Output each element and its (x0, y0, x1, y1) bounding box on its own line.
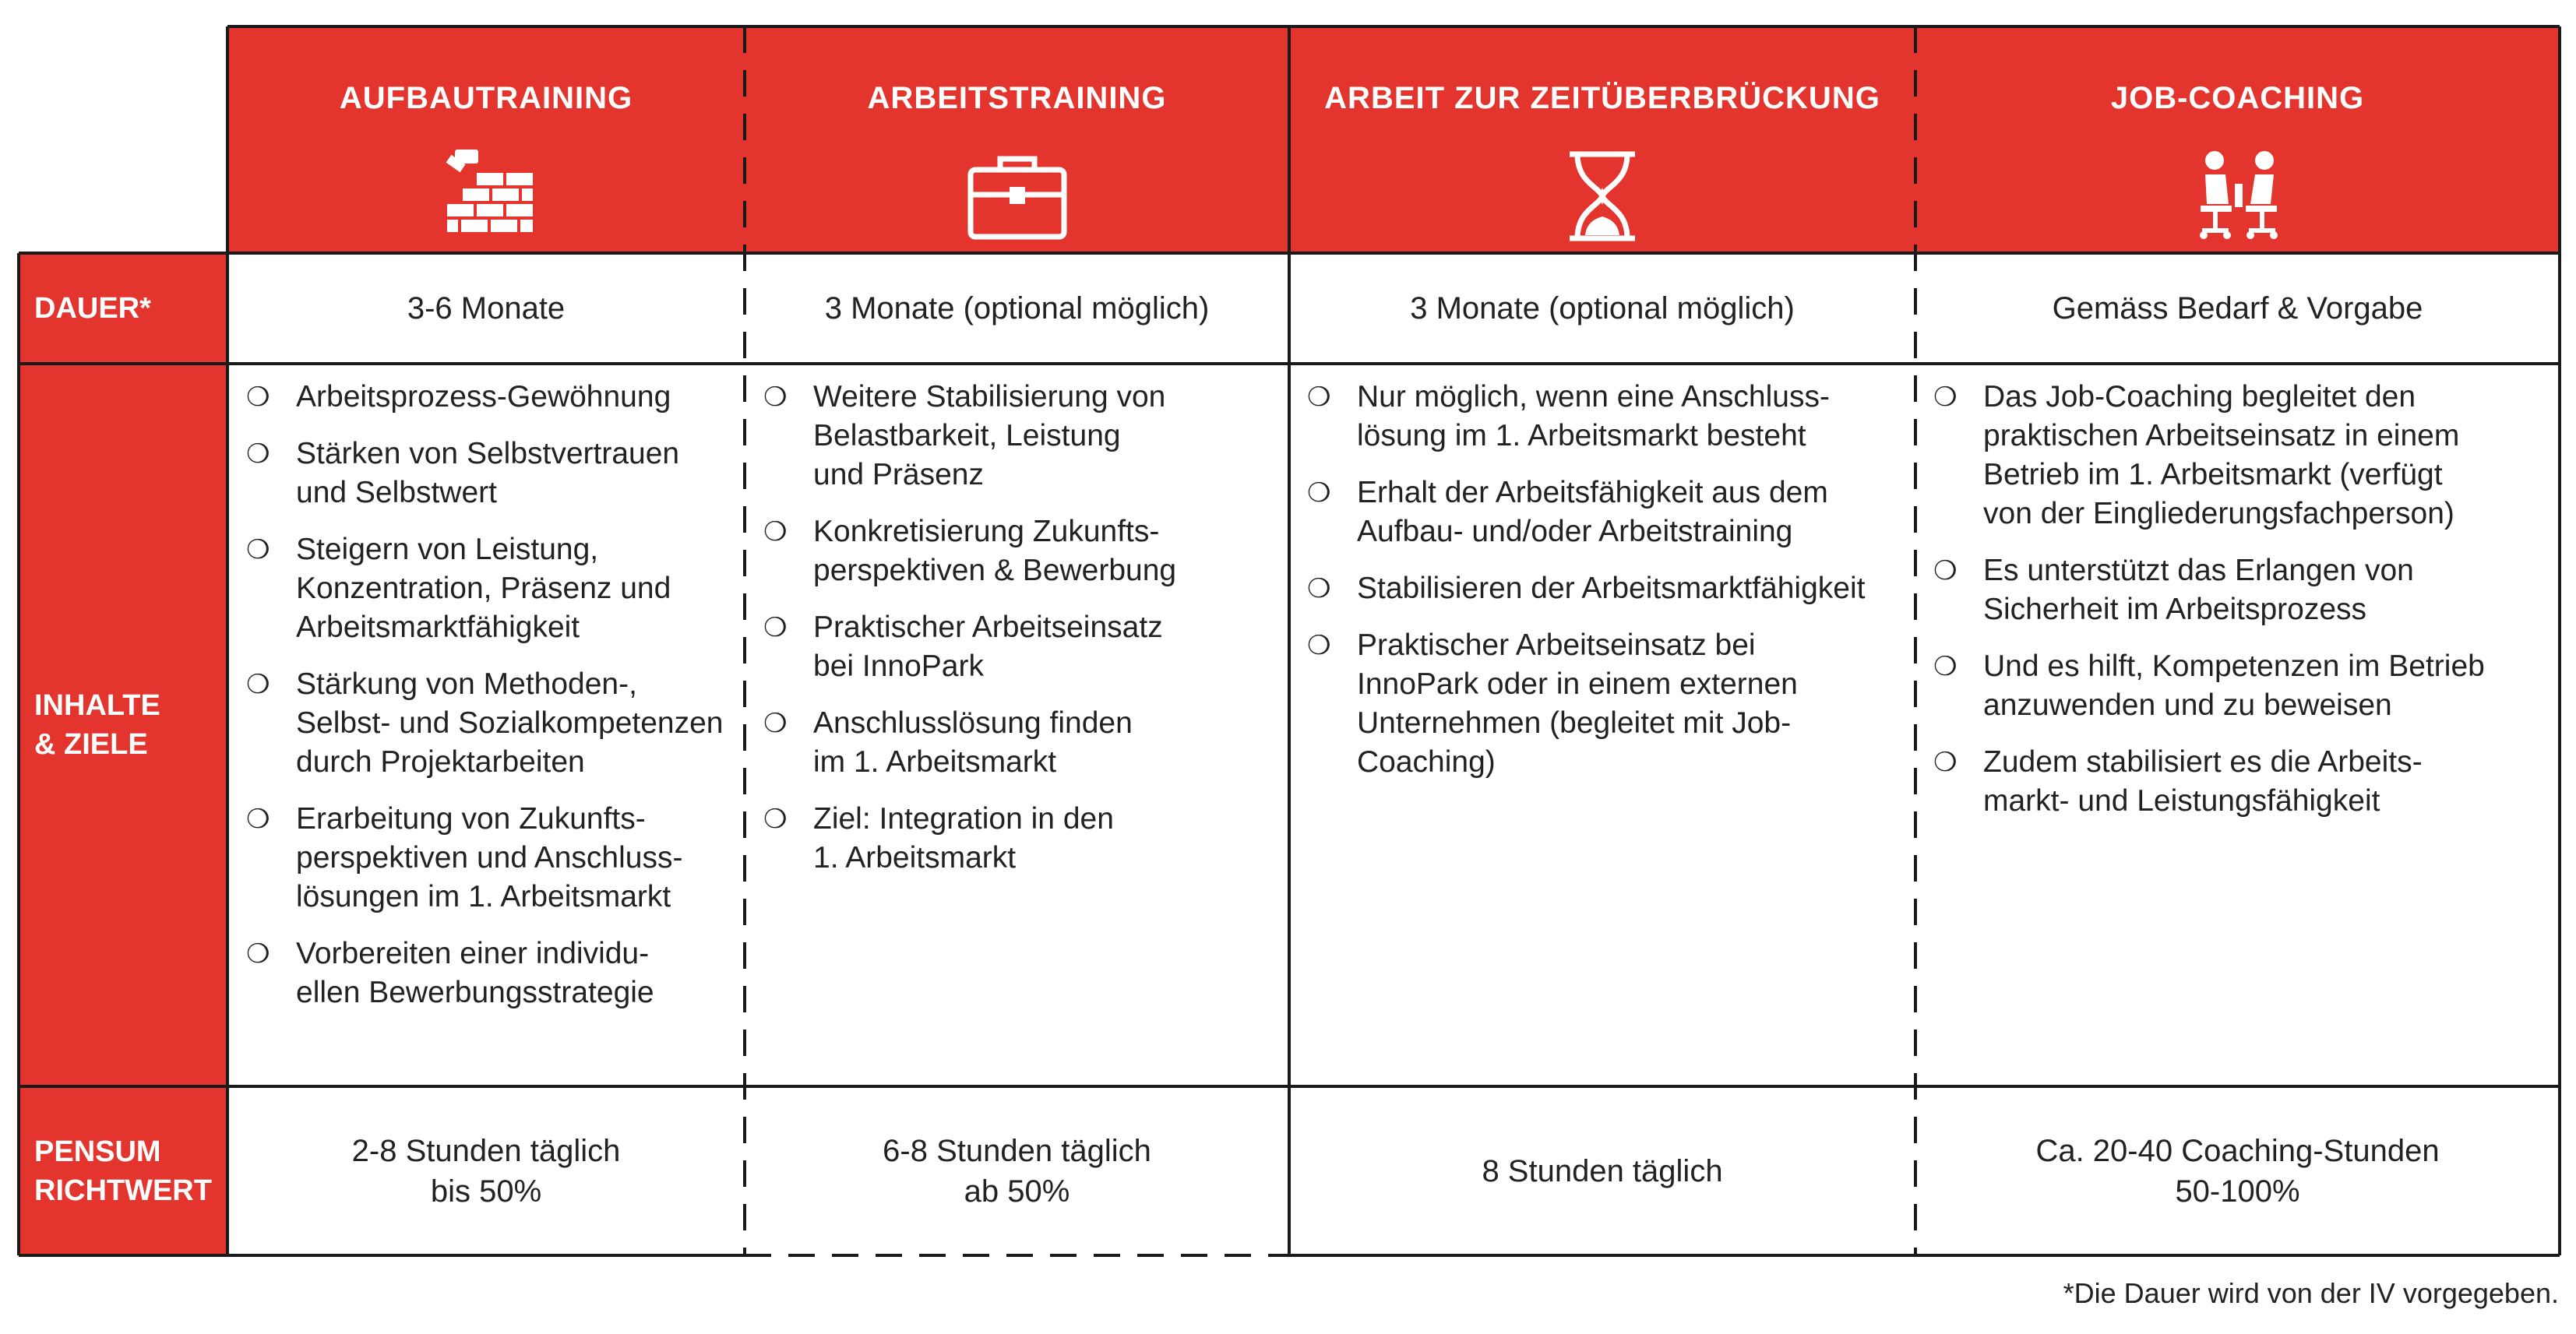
list-item-line: Arbeitsprozess-Gewöhnung (296, 380, 671, 414)
bullet-circle-icon: ❍ (246, 439, 270, 469)
list-item-line: Betrieb im 1. Arbeitsmarkt (verfügt (1983, 458, 2443, 491)
bullet-circle-icon: ❍ (246, 382, 270, 412)
bullet-circle-icon: ❍ (763, 613, 788, 642)
bullet-circle-icon: ❍ (763, 804, 788, 834)
list-item-line: lösungen im 1. Arbeitsmarkt (296, 880, 671, 913)
list-item-line: Konzentration, Präsenz und (296, 572, 671, 605)
list-item-line: Anschlusslösung finden (813, 706, 1133, 740)
list-item-line: Selbst- und Sozialkompetenzen (296, 706, 724, 740)
column-title: JOB-COACHING (2110, 81, 2365, 115)
bullet-circle-icon: ❍ (763, 382, 788, 412)
pensum-line: 2-8 Stunden täglich (351, 1133, 621, 1168)
list-item-line: im 1. Arbeitsmarkt (813, 745, 1057, 779)
pensum-line: 6-8 Stunden täglich (883, 1133, 1151, 1168)
bullet-circle-icon: ❍ (1307, 478, 1331, 508)
list-item-line: InnoPark oder in einem externen (1357, 667, 1798, 701)
bullet-circle-icon: ❍ (1933, 382, 1958, 412)
row-label-line: & ZIELE (34, 728, 148, 761)
list-item-line: ellen Bewerbungsstrategie (296, 976, 654, 1009)
list-item-line: Unternehmen (begleitet mit Job- (1357, 706, 1792, 740)
list-item-line: von der Eingliederungsfachperson) (1983, 497, 2454, 530)
bullet-circle-icon: ❍ (1307, 574, 1331, 604)
list-item-line: Stabilisieren der Arbeitsmarktfähigkeit (1357, 572, 1866, 605)
list-item-line: Vorbereiten einer individu- (296, 937, 650, 970)
pensum-line: 50-100% (2175, 1174, 2300, 1209)
list-item-line: Praktischer Arbeitseinsatz bei (1357, 628, 1756, 662)
pensum-line: 8 Stunden täglich (1482, 1153, 1723, 1188)
column-title: AUFBAUTRAINING (339, 81, 633, 115)
list-item-line: Praktischer Arbeitseinsatz (813, 611, 1163, 644)
pensum-line: ab 50% (964, 1174, 1070, 1209)
row-label-line: PENSUM (34, 1135, 161, 1168)
list-item-line: praktischen Arbeitseinsatz in einem (1983, 419, 2460, 452)
list-item-line: bei InnoPark (813, 649, 984, 683)
dauer-value: 3 Monate (optional möglich) (1410, 291, 1795, 326)
bullet-circle-icon: ❍ (246, 670, 270, 699)
list-item-line: Es unterstützt das Erlangen von (1983, 554, 2414, 587)
pensum-line: Ca. 20-40 Coaching-Stunden (2035, 1133, 2440, 1168)
list-item-line: Sicherheit im Arbeitsprozess (1983, 593, 2367, 626)
list-item-line: anzuwenden und zu beweisen (1983, 688, 2392, 722)
pensum-line: bis 50% (430, 1174, 542, 1209)
list-item-line: Stärken von Selbstvertrauen (296, 437, 680, 470)
dauer-value: 3 Monate (optional möglich) (824, 291, 1210, 326)
footnote: *Die Dauer wird von der IV vorgegeben. (2063, 1277, 2559, 1309)
list-item-line: Nur möglich, wenn eine Anschluss- (1357, 380, 1830, 414)
list-item-line: Belastbarkeit, Leistung (813, 419, 1121, 452)
list-item-line: Erhalt der Arbeitsfähigkeit aus dem (1357, 476, 1828, 509)
bullet-circle-icon: ❍ (1933, 652, 1958, 681)
bullet-circle-icon: ❍ (1307, 631, 1331, 660)
column-title: ARBEITSTRAINING (867, 81, 1167, 115)
list-item-line: Konkretisierung Zukunfts- (813, 515, 1160, 548)
list-item-line: Weitere Stabilisierung von (813, 380, 1166, 414)
list-item-line: lösung im 1. Arbeitsmarkt besteht (1357, 419, 1806, 452)
list-item-line: und Selbstwert (296, 476, 497, 509)
bullet-circle-icon: ❍ (246, 939, 270, 969)
list-item-line: perspektiven und Anschluss- (296, 841, 683, 875)
bullet-circle-icon: ❍ (246, 804, 270, 834)
bullet-circle-icon: ❍ (1307, 382, 1331, 412)
bullet-circle-icon: ❍ (246, 535, 270, 565)
row-label-line: INHALTE (34, 689, 160, 722)
bullet-circle-icon: ❍ (1933, 748, 1958, 777)
bullet-circle-icon: ❍ (763, 517, 788, 547)
list-item-line: Steigern von Leistung, (296, 533, 599, 566)
bullet-circle-icon: ❍ (1933, 556, 1958, 586)
list-item-line: Zudem stabilisiert es die Arbeits- (1983, 745, 2423, 779)
list-item-line: Arbeitsmarktfähigkeit (296, 611, 580, 644)
list-item-line: perspektiven & Bewerbung (813, 554, 1177, 587)
list-item-line: markt- und Leistungsfähigkeit (1983, 784, 2380, 818)
dauer-value: Gemäss Bedarf & Vorgabe (2052, 291, 2423, 326)
column-title: ARBEIT ZUR ZEITÜBERBRÜCKUNG (1324, 81, 1880, 115)
list-item-line: Das Job-Coaching begleitet den (1983, 380, 2416, 414)
list-item-line: Coaching) (1357, 745, 1496, 779)
bullet-circle-icon: ❍ (763, 709, 788, 738)
dauer-value: 3-6 Monate (407, 291, 566, 326)
list-item-line: Stärkung von Methoden-, (296, 667, 637, 701)
list-item-line: Erarbeitung von Zukunfts- (296, 802, 646, 836)
list-item-line: Aufbau- und/oder Arbeitstraining (1357, 515, 1793, 548)
list-item-line: 1. Arbeitsmarkt (813, 841, 1017, 875)
list-item-line: und Präsenz (813, 458, 984, 491)
row-label-line: RICHTWERT (34, 1174, 212, 1207)
list-item-line: Und es hilft, Kompetenzen im Betrieb (1983, 649, 2485, 683)
list-item-line: durch Projektarbeiten (296, 745, 585, 779)
list-item-line: Ziel: Integration in den (813, 802, 1114, 836)
row-label-text: DAUER* (34, 292, 151, 325)
